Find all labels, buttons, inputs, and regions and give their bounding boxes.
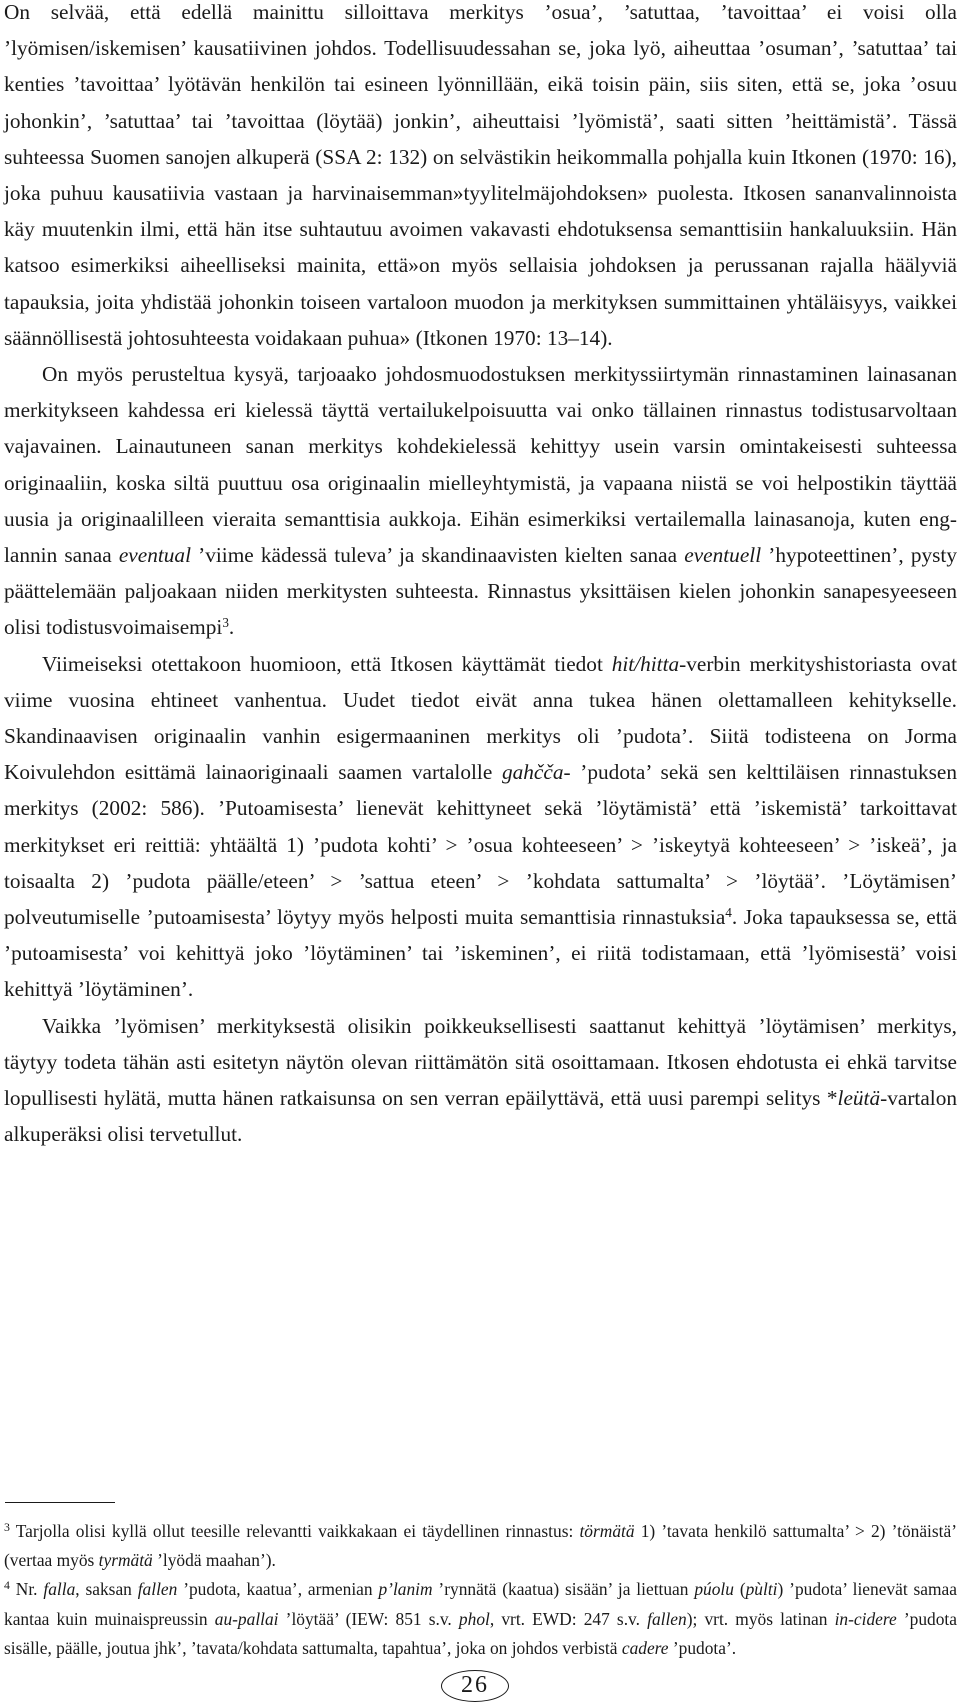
italic-term: hit/hitta- <box>611 651 687 676</box>
text-run: ’pudota’ sekä sen kelttiläisen rinnastuksen merkitys (2002: 586). ’Putoamisesta’ lienevät kehittyneet sekä ’löytämistä’ että ’iskemistä’ tarkoittavat merkitykset eri reittiä: yhtäältä 1) ’pudota kohti’ > ’osua kohteeseen’ > ’iskeytyä kohteeseen’ > ’iskeä’, ja toisaalta 2) ’pudota päälle/eteen’ > ’sattua eteen’ > ’kohdata sattumalta’ > ’löytää’. ’Löytämisen’ polveutumiselle ’putoamisesta’ löytyy myös helposti muita semanttisia rinnastuksia <box>4 760 958 930</box>
italic-term: p’lanim <box>378 1579 433 1600</box>
text-run: 1) ’tavata henkilö sattumalta’ > 2) ’tönäistä’ (vertaa myös <box>4 1521 958 1571</box>
text-run: . Joka tapauksessa se, että ’putoamisesta’ voi kehittyä joko ’löytäminen’ tai ’iskeminen’, ei riitä todistamaan, että ’lyömisestä’ voisi kehittyä ’löytäminen’. <box>4 905 957 1002</box>
footnote <box>4 1575 957 1663</box>
text-run: ’lyödä maahan’). <box>152 1550 276 1571</box>
italic-term: gahčča- <box>501 760 571 785</box>
text-run: ’pudota’. <box>668 1637 737 1658</box>
text-run: ’rynnätä (kaatua) sisään’ ja liettuan <box>432 1579 695 1600</box>
footnote-reference: 4 <box>725 905 732 921</box>
text-run: ’viime kädessä tuleva’ ja skandinaavisten kielten sanaa <box>190 543 685 568</box>
italic-term: in-cidere <box>834 1608 897 1629</box>
footnote-divider <box>5 1502 115 1503</box>
text-run: On selvää, että edellä mainittu silloittava merkitys ’osua’, ’satuttaa, ’tavoittaa’ ei voisi olla ’lyömisen/iskemisen’ kausatiivinen johdos. Todellisuudessahan se, joka lyö, aiheuttaa ’osuman’, ’satuttaa’ tai kenties ’tavoittaa’ lyötävän henkilön tai esineen lyönnillään, eikä toisin päin, siis siten, että se, joka ’osuu johonkin’, ’satuttaa’ tai ’tavoittaa (löytää) jonkin’, aiheuttaisi ’lyömistä’, saati sitten ’heittämistä’. Tässä suhteessa Suomen sanojen alkuperä (SSA 2: 132) on selvästikin heikommalla pohjalla kuin Itkonen (1970: 16), joka puhuu kausatiivia vastaan ja harvinaisemman»tyylitelmäjohdoksen» puolesta. Itkosen sananvalinnoista käy muutenkin ilmi, että hän itse suhtautuu avoimen vakavasti ehdotuksensa semanttisiin hankaluuksiin. Hän katsoo esimerkiksi aiheelliseksi mainita, että»on myös sellaisia johdoksen ja perussanan rajalla häälyviä tapauksia, joita yhdistää johonkin toiseen vartaloon muodon ja merkityksen summittainen yhtäläisyys, vaikkei säännöllisestä johtosuhteesta voidakaan puhua» (Itkonen 1970: 13–14). <box>4 0 957 350</box>
italic-term: fallen <box>137 1579 178 1600</box>
text-run: ’löytää’ (IEW: 851 s.v. <box>278 1608 459 1629</box>
footnotes <box>4 1517 957 1663</box>
text-run: Nr. <box>9 1579 44 1600</box>
paragraph <box>4 646 957 1008</box>
text-run: -vartalon alkuperäksi olisi tervetullut. <box>4 1086 957 1147</box>
paragraph <box>4 356 957 646</box>
body-text <box>4 0 957 1153</box>
text-run: , vrt. EWD: 247 s.v. <box>489 1608 648 1629</box>
italic-term: eventual <box>118 543 191 568</box>
italic-term: phol <box>458 1608 490 1629</box>
footnote-reference: 3 <box>4 1519 10 1534</box>
text-run: On myös perusteltua kysyä, tarjoaako johdosmuodostuksen merkityssiirtymän rinnastaminen lainasanan merkitykseen kahdessa eri kielessä täyttä vertailukelpoisuutta vai onko tällainen rinnastus todistusarvoltaan vajavainen. Lainautuneen sanan merkitys kohdekielessä kehittyy usein varsin omintakeisesti suhteessa originaaliin, koska siltä puuttuu osa originaalin mielleyhtymistä, ja vapaana niistä se voi helpostikin täyttää uusia ja originaalilleen vieraita semanttisia aukkoja. Eihän esimerkiksi vertailemalla lainasanoja, kuten englannin sanaa <box>4 362 957 568</box>
text-run: ’pudota sisälle, päälle, joutua jhk’, ’tavata/kohdata sattumalta, tapahtua’, joka on johdos verbistä <box>4 1608 957 1658</box>
italic-term: au-pallai <box>214 1608 279 1629</box>
text-run: Viimeiseksi otettakoon huomioon, että Itkosen käyttämät tiedot <box>42 651 612 676</box>
italic-term: fallen <box>647 1608 687 1629</box>
italic-term: tyrmätä <box>98 1550 153 1571</box>
text-run: Vaikka ’lyömisen’ merkityksestä olisikin poikkeuksellisesti saattanut kehittyä ’löytämisen’ merkitys, täytyy todeta tähän asti esitetyn näytön olevan riittämätön sitä osoittamaan. Itkosen ehdotusta ei ehkä tarvitse lopullisesti hylätä, mutta hänen ratkaisunsa on sen verran epäilyttävä, että uusi parempi selitys * <box>4 1013 957 1111</box>
text-run: ) ’pudota’ lienevät samaa kantaa kuin muinaispreussin <box>4 1579 957 1629</box>
footnote-reference: 4 <box>4 1578 10 1593</box>
text-run: ’hypoteettinen’, pysty päättelemään paljoakaan niiden merkitysten suhteesta. Rinnastus yksittäisen kielen johonkin sanapesyeeseen olisi todistusvoimaisempi <box>4 543 957 640</box>
text-run: ( <box>733 1579 746 1600</box>
text-run: . <box>228 615 235 640</box>
italic-term: púolu <box>694 1579 734 1600</box>
text-run: ’pudota, kaatua’, armenian <box>177 1579 379 1600</box>
italic-term: eventuell <box>684 543 762 568</box>
footnote-reference: 3 <box>222 615 229 631</box>
text-run: , saksan <box>75 1579 138 1600</box>
text-run: verbin merkityshistoriasta ovat viime vuosina ehtineet vanhentua. Uudet tiedot eivät anna tukea hänen olettamalleen kehitykselle. Skandinaavisen originaalin vanhin esigermaaninen merkitys oli ’pudota’. Siitä todisteena on Jorma Koivulehdon esittämä lainaoriginaali saamen vartalolle <box>4 651 958 785</box>
italic-term: leütä <box>837 1086 881 1111</box>
paragraph <box>4 0 957 356</box>
text-run: Tarjolla olisi kyllä ollut teesille relevantti vaikkakaan ei täydellinen rinnastus: <box>9 1521 580 1541</box>
paragraph <box>4 1008 957 1153</box>
italic-term: cadere <box>621 1637 669 1658</box>
text-run: ); vrt. myös latinan <box>686 1608 835 1629</box>
italic-term: falla <box>43 1579 76 1600</box>
footnote <box>4 1517 957 1575</box>
italic-term: törmätä <box>579 1521 635 1541</box>
page-number: 26 <box>441 1670 509 1702</box>
italic-term: pùlti <box>745 1579 778 1600</box>
